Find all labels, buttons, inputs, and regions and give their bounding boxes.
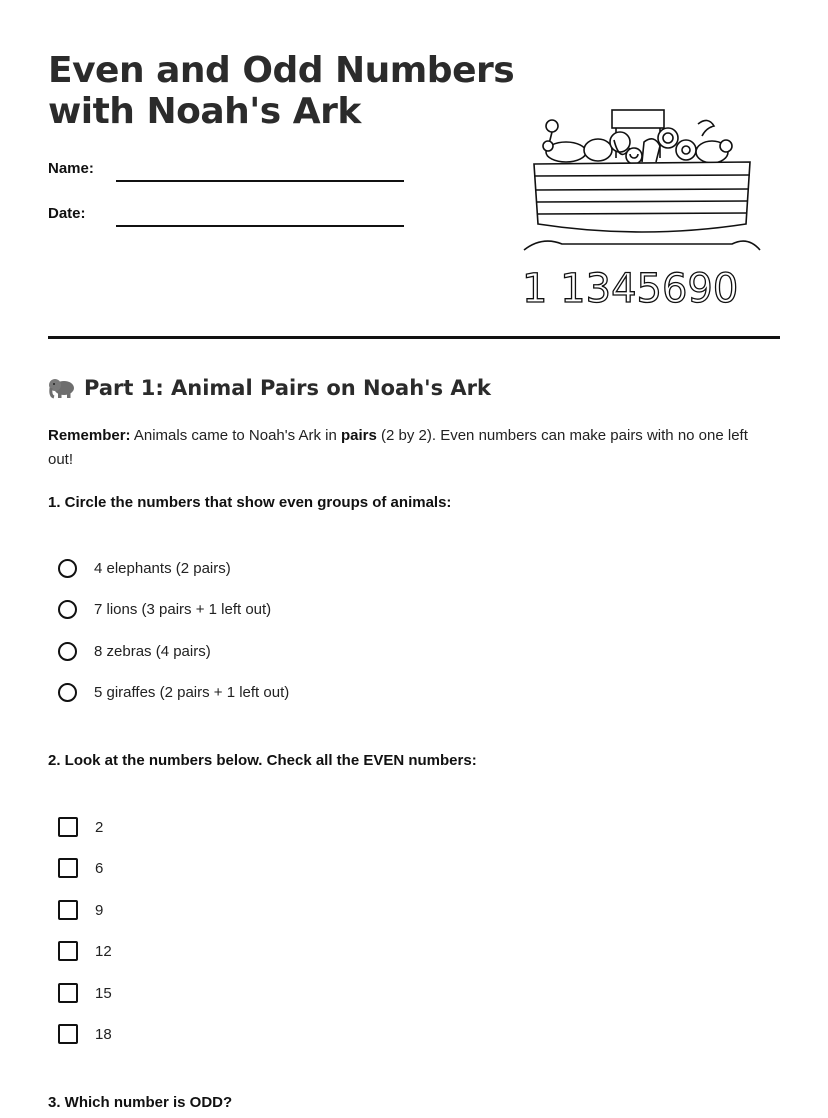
q1-option[interactable] [58, 596, 271, 622]
q2-option-label: 9 [95, 901, 104, 919]
remember-label: Remember: [48, 427, 131, 444]
q2-option[interactable] [58, 855, 103, 881]
elephant-icon [48, 376, 76, 400]
checkbox[interactable] [58, 817, 78, 837]
date-field[interactable] [48, 205, 408, 229]
remember-text-b: (2 by 2). Even numbers can make pairs with no one left out! [48, 427, 748, 468]
q1-option-label: 4 elephants (2 pairs) [94, 559, 231, 577]
q1-option[interactable] [58, 555, 231, 581]
question-1-prompt: 1. Circle the numbers that show even groups of animals: [48, 494, 452, 511]
date-input-line[interactable] [116, 225, 404, 227]
name-field[interactable] [48, 160, 408, 184]
q1-option-label: 5 giraffes (2 pairs + 1 left out) [94, 683, 290, 701]
checkbox[interactable] [58, 858, 78, 878]
checkbox[interactable] [58, 941, 78, 961]
q1-option-label: 7 lions (3 pairs + 1 left out) [94, 600, 272, 618]
name-label: Name: [48, 160, 94, 177]
q2-option[interactable] [58, 1021, 112, 1047]
checkbox[interactable] [58, 1024, 78, 1044]
name-input-line[interactable] [116, 180, 404, 182]
noahs-ark-image [522, 104, 772, 314]
checkbox[interactable] [58, 983, 78, 1003]
q1-option[interactable] [58, 638, 211, 664]
q1-option-label: 8 zebras (4 pairs) [94, 642, 211, 660]
part1-heading [48, 376, 491, 400]
q2-option-label: 18 [95, 1025, 112, 1043]
q2-option-label: 2 [95, 818, 104, 836]
q2-option[interactable] [58, 814, 103, 840]
radio-circle[interactable] [58, 559, 77, 578]
checkbox[interactable] [58, 900, 78, 920]
title-line-1: Even and Odd Numbers [48, 50, 515, 91]
title-line-2: with Noah's Ark [48, 91, 361, 132]
q1-option[interactable] [58, 679, 289, 705]
remember-note [48, 424, 776, 472]
part1-title: Part 1: Animal Pairs on Noah's Ark [84, 376, 491, 400]
remember-bold: pairs [341, 427, 377, 444]
q2-option[interactable] [58, 897, 103, 923]
q2-option-label: 15 [95, 984, 112, 1002]
q2-option-label: 12 [95, 942, 112, 960]
radio-circle[interactable] [58, 642, 77, 661]
q2-option[interactable] [58, 980, 112, 1006]
section-divider [48, 336, 780, 339]
radio-circle[interactable] [58, 600, 77, 619]
remember-text-a: Animals came to Noah's Ark in [130, 427, 341, 444]
question-3-prompt: 3. Which number is ODD? [48, 1094, 233, 1111]
date-label: Date: [48, 205, 86, 222]
ark-numbers: 1 1345690 [522, 266, 739, 312]
radio-circle[interactable] [58, 683, 77, 702]
page-title [48, 50, 514, 132]
q2-option-label: 6 [95, 859, 104, 877]
question-2-prompt: 2. Look at the numbers below. Check all the EVEN numbers: [48, 752, 477, 769]
q2-option[interactable] [58, 938, 112, 964]
